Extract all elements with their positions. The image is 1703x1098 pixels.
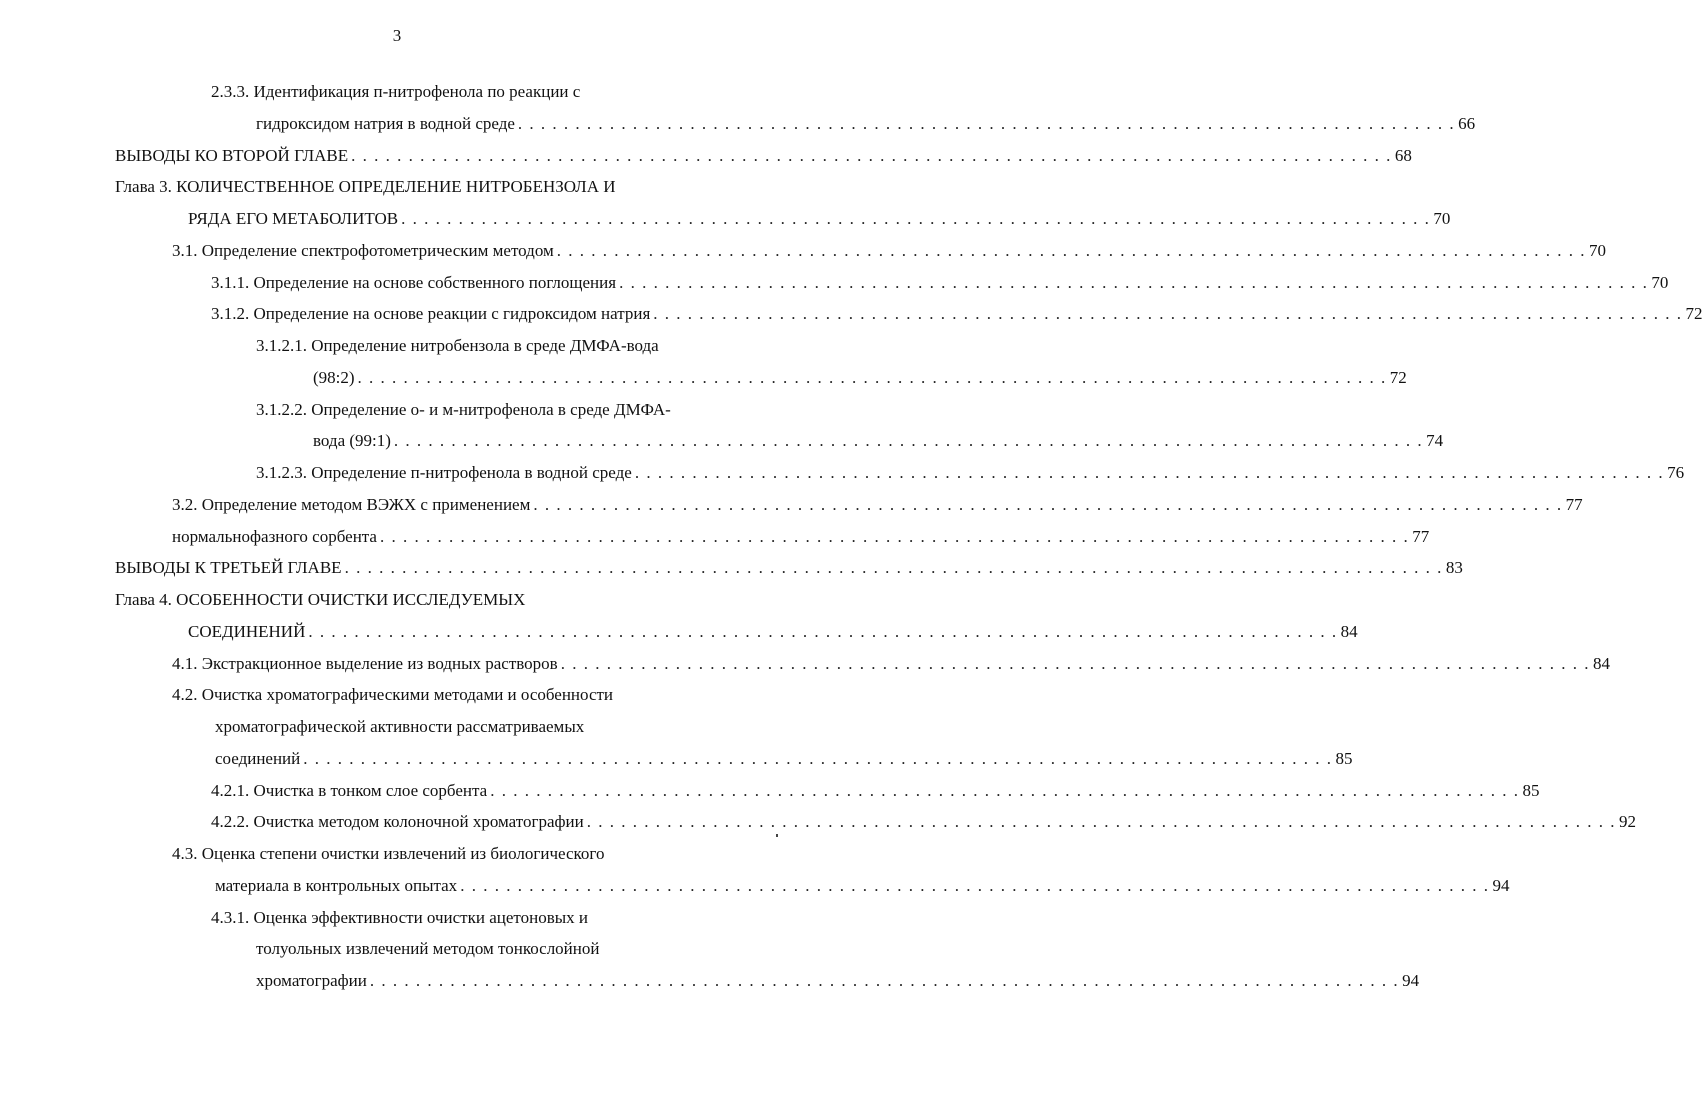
dot-leader: . . . . . . . . . . . . . . . . . . . . . . . . . . . . . . . . . . . . . . . . . . . . . . . . . . . . . . . . . . . . . . . . . . . . . . . . . . . . . . . . . . . . . . . . . .: [379, 527, 1410, 546]
toc-page-number: 66: [1458, 114, 1476, 133]
toc-entry-chapter-4-cont: [188, 620, 1358, 644]
toc-entry-text: СОЕДИНЕНИЙ: [188, 622, 306, 641]
dot-leader: . . . . . . . . . . . . . . . . . . . . . . . . . . . . . . . . . . . . . . . . . . . . . . . . . . . . . . . . . . . . . . . . . . . . . . . . . . . . . . . . . .: [517, 114, 1456, 133]
toc-entry-4-3-1-cont-2: [256, 969, 1420, 993]
toc-page-number: 94: [1402, 971, 1420, 990]
dot-leader: . . . . . . . . . . . . . . . . . . . . . . . . . . . . . . . . . . . . . . . . . . . . . . . . . . . . . . . . . . . . . . . . . . . . . . . . . . . . . . . . . . . . . . . . . .: [303, 749, 1333, 768]
dot-leader: . . . . . . . . . . . . . . . . . . . . . . . . . . . . . . . . . . . . . . . . . . . . . . . . . . . . . . . . . . . . . . . . . . . . . . . . . . . . . . . . . . . . . . . . . .: [634, 463, 1665, 482]
dot-leader: . . . . . . . . . . . . . . . . . . . . . . . . . . . . . . . . . . . . . . . . . . . . . . . . . . . . . . . . . . . . . . . . . . . . . . . . . . . . . . . . . . . . . . . . . . .: [351, 146, 1392, 165]
dot-leader: . . . . . . . . . . . . . . . . . . . . . . . . . . . . . . . . . . . . . . . . . . . . . . . . . . . . . . . . . . . . . . . . . . . . . . . . . . . . . . . . . . . . . . . . . .: [308, 622, 1338, 641]
toc-entry-4-2-cont-2: [215, 747, 1353, 771]
toc-entry-text: 3.2. Определение методом ВЭЖХ с применением: [172, 495, 531, 514]
toc-entry-text: хроматографической активности рассматриваемых: [215, 717, 585, 736]
toc-entry-3-1-2-2: [256, 398, 671, 422]
toc-entry-3-1-2-2-cont: [313, 429, 1444, 453]
toc-entry-4-3-cont: [215, 874, 1510, 898]
toc-entry-conclusions-3: [115, 556, 1463, 580]
toc-entry-chapter-3: [115, 175, 616, 199]
dot-leader: . . . . . . . . . . . . . . . . . . . . . . . . . . . . . . . . . . . . . . . . . . . . . . . . . . . . . . . . . . . . . . . . . . . . . . . . . . . . . . . . . . . . . . . . . .: [460, 876, 1490, 895]
toc-entry-text: 4.3. Оценка степени очистки извлечений из биологического: [172, 844, 605, 863]
toc-entry-4-2-1: [211, 779, 1540, 803]
dot-leader: . . . . . . . . . . . . . . . . . . . . . . . . . . . . . . . . . . . . . . . . . . . . . . . . . . . . . . . . . . . . . . . . . . . . . . . . . . . . . . . . . . . . . . . . . .: [393, 431, 1424, 450]
toc-entry-text: 3.1.2.1. Определение нитробензола в среде ДМФА-вода: [256, 336, 659, 355]
toc-page-number: 92: [1618, 812, 1636, 831]
dot-leader: . . . . . . . . . . . . . . . . . . . . . . . . . . . . . . . . . . . . . . . . . . . . . . . . . . . . . . . . . . . . . . . . . . . . . . . . . . . . . . . . . . . . . . . . . .: [401, 209, 1431, 228]
dot-leader: . . . . . . . . . . . . . . . . . . . . . . . . . . . . . . . . . . . . . . . . . . . . . . . . . . . . . . . . . . . . . . . . . . . . . . . . . . . . . . . . . . . . . . . . . .: [556, 241, 1587, 260]
toc-entry-text: нормальнофазного сорбента: [172, 527, 377, 546]
toc-page-number: 72: [1389, 368, 1407, 387]
page-number: 3: [392, 26, 402, 45]
toc-entry-chapter-4: [115, 588, 525, 612]
toc-entry-text: ВЫВОДЫ К ТРЕТЬЕЙ ГЛАВЕ: [115, 558, 342, 577]
toc-entry-text: 3.1.1. Определение на основе собственного поглощения: [211, 273, 617, 292]
dot-leader: . . . . . . . . . . . . . . . . . . . . . . . . . . . . . . . . . . . . . . . . . . . . . . . . . . . . . . . . . . . . . . . . . . . . . . . . . . . . . . . . . . . . . . . . . .: [490, 781, 1520, 800]
toc-page-number: 83: [1445, 558, 1463, 577]
toc-page-number: 68: [1394, 146, 1412, 165]
dot-leader: . . . . . . . . . . . . . . . . . . . . . . . . . . . . . . . . . . . . . . . . . . . . . . . . . . . . . . . . . . . . . . . . . . . . . . . . . . . . . . . . . . . . . . . . . .: [369, 971, 1400, 990]
toc-entry-3-1: [172, 239, 1607, 263]
toc-page-number: 85: [1522, 781, 1540, 800]
toc-entry-text: материала в контрольных опытах: [215, 876, 458, 895]
toc-entry-text: вода (99:1): [313, 431, 391, 450]
toc-entry-text: 3.1.2. Определение на основе реакции с гидроксидом натрия: [211, 304, 651, 323]
toc-entry-3-2: [172, 493, 1583, 517]
toc-entry-text: соединений: [215, 749, 301, 768]
toc-entry-conclusions-2: [115, 144, 1412, 168]
dot-leader: . . . . . . . . . . . . . . . . . . . . . . . . . . . . . . . . . . . . . . . . . . . . . . . . . . . . . . . . . . . . . . . . . . . . . . . . . . . . . . . . . . . . . . . . . .: [619, 273, 1649, 292]
toc-entry-4-3: [172, 842, 604, 866]
toc-entry-text: 4.2.1. Очистка в тонком слое сорбента: [211, 781, 488, 800]
toc-entry-3-1-1: [211, 271, 1669, 295]
toc-entry-3-1-2-1: [256, 334, 659, 358]
toc-entry-text: 3.1.2.2. Определение о- и м-нитрофенола в среде ДМФА-: [256, 400, 671, 419]
toc-entry-4-1: [172, 652, 1610, 676]
toc-entry-chapter-3-cont: [188, 207, 1451, 231]
toc-entry-2-3-3: [211, 80, 580, 104]
toc-entry-text: 4.2. Очистка хроматографическими методами и особенности: [172, 685, 614, 704]
toc-entry-text: (98:2): [313, 368, 355, 387]
toc-page-number: 84: [1592, 654, 1610, 673]
toc-entry-4-2-cont-1: [215, 715, 584, 739]
toc-entry-text: Глава 3. КОЛИЧЕСТВЕННОЕ ОПРЕДЕЛЕНИЕ НИТРОБЕНЗОЛА И: [115, 177, 616, 196]
toc-page-number: 84: [1340, 622, 1358, 641]
toc-entry-text: Глава 4. ОСОБЕННОСТИ ОЧИСТКИ ИССЛЕДУЕМЫХ: [115, 590, 526, 609]
toc-entry-text: ВЫВОДЫ КО ВТОРОЙ ГЛАВЕ: [115, 146, 349, 165]
toc-entry-4-2: [172, 683, 613, 707]
toc-entry-4-2-2: [211, 810, 1636, 834]
toc-entry-text: РЯДА ЕГО МЕТАБОЛИТОВ: [188, 209, 399, 228]
scan-speck: [776, 834, 778, 837]
dot-leader: . . . . . . . . . . . . . . . . . . . . . . . . . . . . . . . . . . . . . . . . . . . . . . . . . . . . . . . . . . . . . . . . . . . . . . . . . . . . . . . . . . . . . . . . . .: [653, 304, 1683, 323]
toc-entry-4-3-1-cont-1: [256, 937, 599, 961]
toc-page-number: 72: [1685, 304, 1703, 323]
toc-entry-text: 4.1. Экстракционное выделение из водных растворов: [172, 654, 558, 673]
toc-entry-text: 4.2.2. Очистка методом колоночной хроматографии: [211, 812, 584, 831]
toc-entry-text: 3.1. Определение спектрофотометрическим методом: [172, 241, 554, 260]
toc-page-number: 94: [1492, 876, 1510, 895]
toc-entry-3-2-cont: [172, 525, 1430, 549]
toc-page-number: 70: [1589, 241, 1607, 260]
toc-entry-text: гидроксидом натрия в водной среде: [256, 114, 515, 133]
toc-page-number: 76: [1667, 463, 1685, 482]
toc-page-number: 70: [1433, 209, 1451, 228]
toc-entry-text: хроматографии: [256, 971, 367, 990]
toc-entry-4-3-1: [211, 906, 588, 930]
toc-entry-3-1-2-3: [256, 461, 1685, 485]
dot-leader: . . . . . . . . . . . . . . . . . . . . . . . . . . . . . . . . . . . . . . . . . . . . . . . . . . . . . . . . . . . . . . . . . . . . . . . . . . . . . . . . . . . . . . . . . .: [560, 654, 1590, 673]
dot-leader: . . . . . . . . . . . . . . . . . . . . . . . . . . . . . . . . . . . . . . . . . . . . . . . . . . . . . . . . . . . . . . . . . . . . . . . . . . . . . . . . . . . . . . . . . .: [533, 495, 1563, 514]
toc-page-number: 85: [1335, 749, 1353, 768]
toc-entry-text: толуольных извлечений методом тонкослойной: [256, 939, 600, 958]
toc-page-number: 70: [1651, 273, 1669, 292]
toc-entry-text: 4.3.1. Оценка эффективности очистки ацетоновых и: [211, 908, 588, 927]
toc-page-number: 77: [1412, 527, 1430, 546]
toc-entry-3-1-2: [211, 302, 1703, 326]
toc-entry-2-3-3-cont: [256, 112, 1476, 136]
dot-leader: . . . . . . . . . . . . . . . . . . . . . . . . . . . . . . . . . . . . . . . . . . . . . . . . . . . . . . . . . . . . . . . . . . . . . . . . . . . . . . . . . . . . . . . . . .: [586, 812, 1616, 831]
toc-entry-text: 2.3.3. Идентификация п-нитрофенола по реакции с: [211, 82, 581, 101]
toc-entry-text: 3.1.2.3. Определение п-нитрофенола в водной среде: [256, 463, 632, 482]
toc-page-number: 77: [1565, 495, 1583, 514]
dot-leader: . . . . . . . . . . . . . . . . . . . . . . . . . . . . . . . . . . . . . . . . . . . . . . . . . . . . . . . . . . . . . . . . . . . . . . . . . . . . . . . . . . . . . . . . . . . . . . . .: [344, 558, 1443, 577]
toc-entry-3-1-2-1-cont: [313, 366, 1407, 390]
dot-leader: . . . . . . . . . . . . . . . . . . . . . . . . . . . . . . . . . . . . . . . . . . . . . . . . . . . . . . . . . . . . . . . . . . . . . . . . . . . . . . . . . . . . . . . . . .: [357, 368, 1387, 387]
toc-page-number: 74: [1426, 431, 1444, 450]
